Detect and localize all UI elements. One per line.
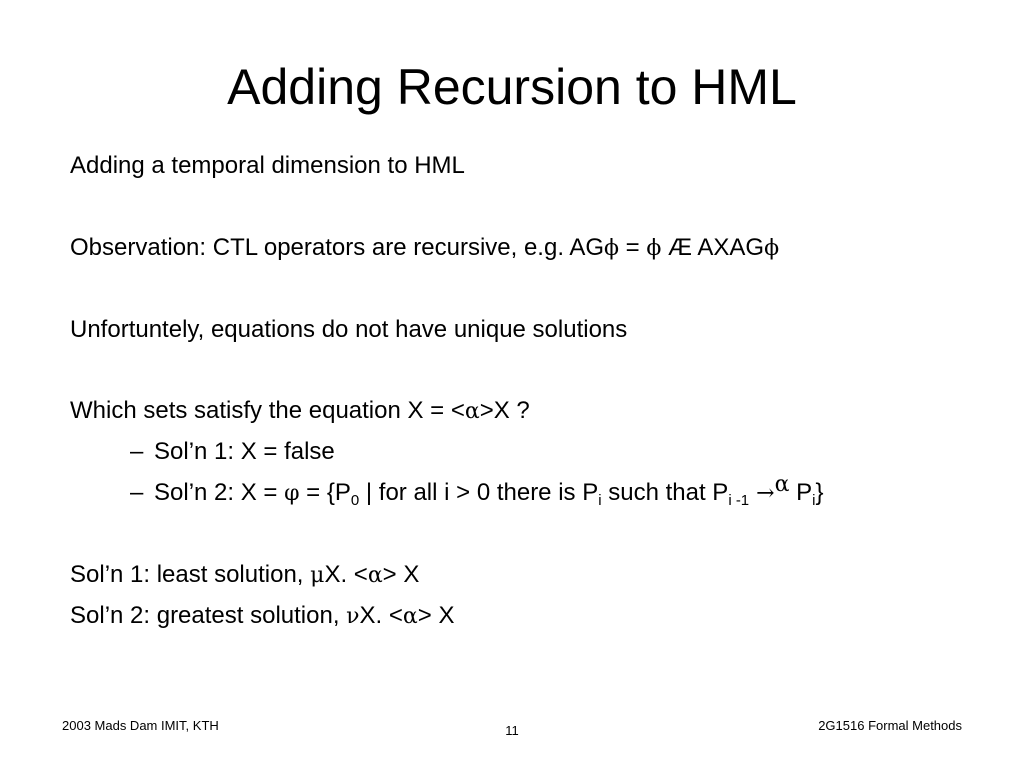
bullet-which-sets bbox=[70, 395, 530, 428]
bullet-greatest-solution bbox=[70, 600, 454, 633]
equals-text: = bbox=[619, 234, 647, 261]
nu-symbol: ν bbox=[346, 604, 360, 629]
sol2-mid4: P bbox=[789, 479, 813, 506]
sol2-mid2: | for all i > 0 there is P bbox=[359, 479, 599, 506]
subscript-i-minus-1: i -1 bbox=[728, 492, 750, 509]
slide-title: Adding Recursion to HML bbox=[227, 59, 797, 115]
bullet-observation-ctl bbox=[70, 232, 779, 265]
bullet-unique-solutions: Unfortuntely, equations do not have unique solutions bbox=[70, 316, 628, 343]
sub-bullet-sol1 bbox=[130, 436, 335, 468]
footer-page-number: 11 bbox=[505, 723, 519, 738]
bullet-least-solution bbox=[70, 559, 419, 592]
alpha-symbol: α bbox=[464, 399, 480, 424]
sol1-text: Sol’n 1: X = false bbox=[154, 438, 335, 465]
footer-course: 2G1516 Formal Methods bbox=[818, 718, 962, 733]
sub-bullet-sol2 bbox=[130, 472, 824, 510]
subscript-i: i bbox=[812, 492, 816, 509]
sol2-prefix: Sol’n 2: X = bbox=[154, 479, 285, 506]
which-sets-text: Which sets satisfy the equation X = < bbox=[70, 397, 465, 424]
alpha-symbol: α bbox=[367, 563, 383, 588]
arrow-symbol: → bbox=[749, 481, 775, 506]
greatest-solution-end: > X bbox=[417, 602, 455, 629]
varphi-symbol: φ bbox=[284, 481, 300, 506]
sol2-mid3: such that P bbox=[601, 479, 729, 506]
which-sets-suffix: >X ? bbox=[479, 397, 530, 424]
sol2-mid: = {P bbox=[299, 479, 351, 506]
superscript-alpha: α bbox=[774, 472, 790, 497]
greatest-solution-text: Sol’n 2: greatest solution, bbox=[70, 602, 347, 629]
dash-marker: – bbox=[130, 438, 144, 465]
ae-axag-text: Æ AXAG bbox=[661, 234, 765, 261]
phi-symbol: ϕ bbox=[646, 236, 662, 261]
footer-author: 2003 Mads Dam IMIT, KTH bbox=[62, 718, 219, 733]
least-solution-mid: X. < bbox=[324, 561, 368, 588]
subscript-zero: 0 bbox=[350, 492, 360, 509]
observation-text: Observation: CTL operators are recursive, e.g. AG bbox=[70, 234, 605, 261]
least-solution-text: Sol’n 1: least solution, bbox=[70, 561, 311, 588]
phi-symbol: ϕ bbox=[604, 236, 620, 261]
sol2-end: } bbox=[815, 479, 824, 506]
greatest-solution-mid: X. < bbox=[359, 602, 403, 629]
phi-symbol: ϕ bbox=[764, 236, 780, 261]
subscript-i: i bbox=[598, 492, 602, 509]
alpha-symbol: α bbox=[402, 604, 418, 629]
dash-marker: – bbox=[130, 479, 144, 506]
mu-symbol: μ bbox=[310, 563, 325, 588]
least-solution-end: > X bbox=[382, 561, 420, 588]
bullet-temporal-dimension: Adding a temporal dimension to HML bbox=[70, 152, 465, 179]
